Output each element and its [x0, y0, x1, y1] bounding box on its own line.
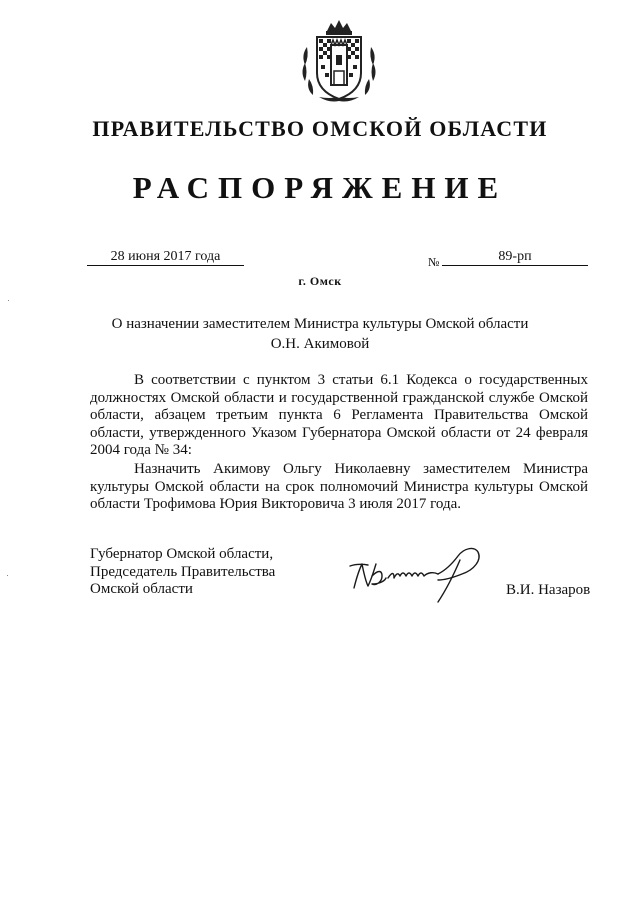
coat-of-arms-icon — [297, 17, 381, 105]
number-sign: № — [428, 255, 440, 269]
signer-position-line-3: Омской области — [90, 581, 193, 598]
document-city: г. Омск — [298, 274, 342, 288]
signer-position — [90, 546, 330, 599]
signer-position-line-1: Губернатор Омской области, — [90, 546, 274, 562]
document-type-title: РАСПОРЯЖЕНИЕ — [132, 170, 508, 205]
subject-line-1: О назначении заместителем Министра культуры Омской области — [111, 316, 529, 332]
scan-mark — [7, 575, 8, 576]
government-title: ПРАВИТЕЛЬСТВО ОМСКОЙ ОБЛАСТИ — [92, 116, 548, 141]
document-number: 89-рп — [442, 249, 588, 266]
body-paragraph-1: В соответствии с пунктом 3 статьи 6.1 Кодекса о государственных должностях Омской области и государственной гражданской службе Омской области, абзацем третьим пункта 6 Регламента Правительства Омской области, утвержденного Указом Губернатора Омской области от 24 февраля 2004 года № 34: — [90, 372, 588, 459]
document-subject — [0, 314, 640, 354]
scan-mark — [8, 300, 9, 301]
handwritten-signature-icon — [342, 540, 502, 608]
signer-name: В.И. Назаров — [506, 582, 591, 598]
signer-position-line-2: Председатель Правительства — [90, 563, 276, 580]
body-paragraph-2: Назначить Акимову Ольгу Николаевну заместителем Министра культуры Омской области на срок полномочий Министра культуры Омской области Трофимова Юрия Викторовича 3 июля 2017 года. — [90, 461, 588, 513]
subject-line-2: О.Н. Акимовой — [270, 336, 370, 352]
document-date: 28 июня 2017 года — [87, 249, 244, 266]
